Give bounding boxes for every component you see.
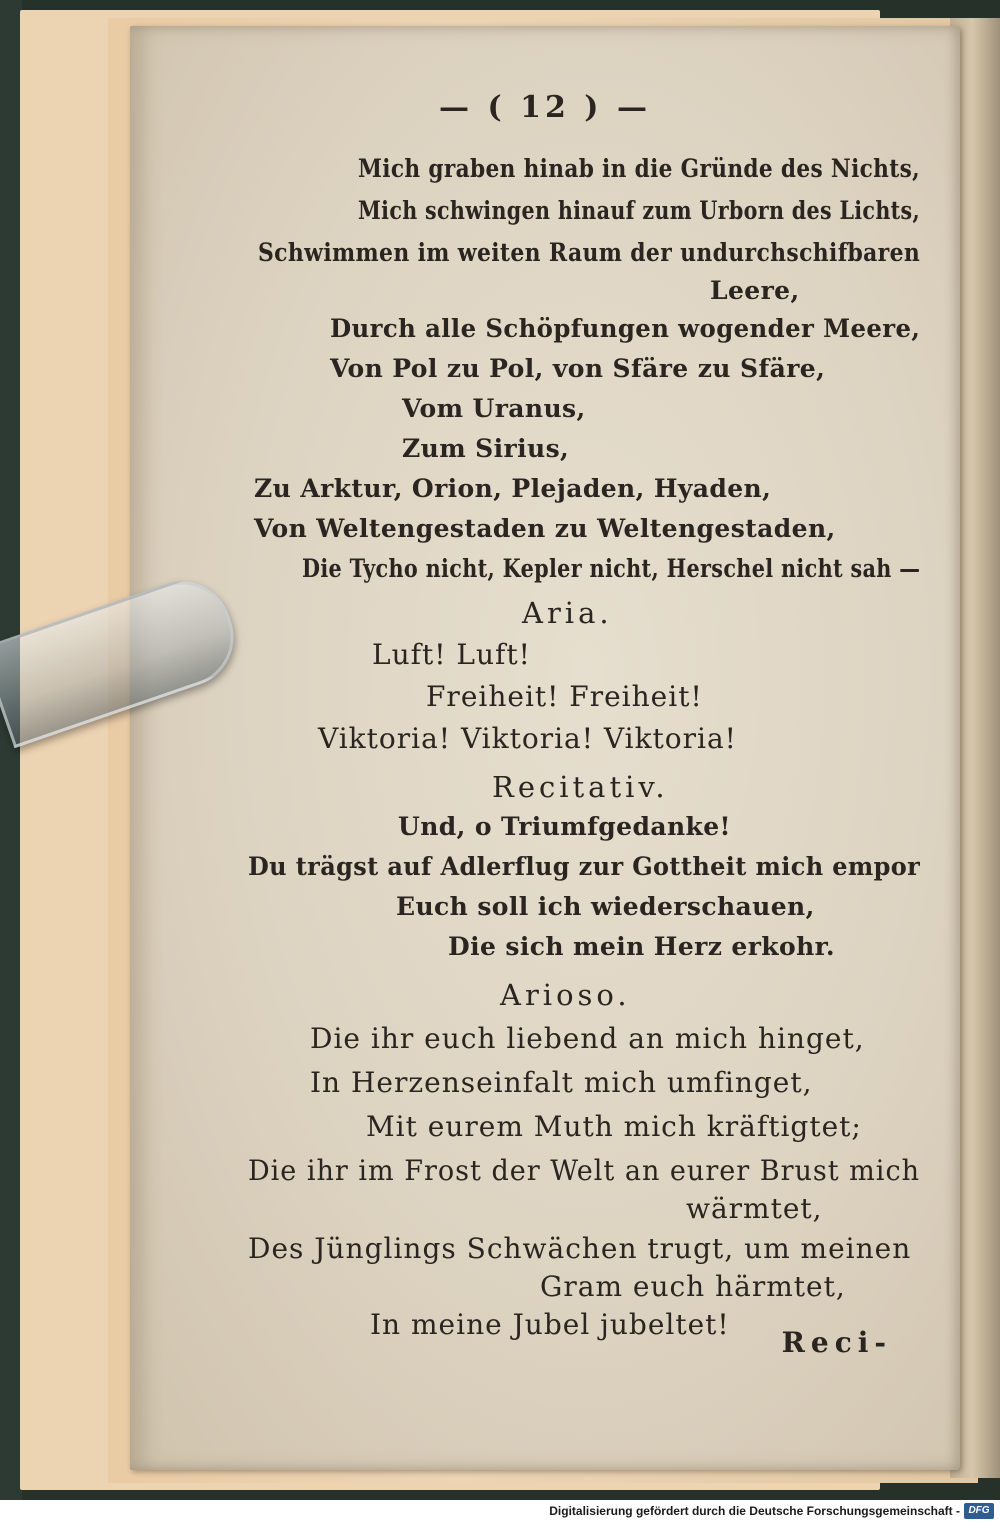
text-line: Des Jünglings Schwächen trugt, um meinen (248, 1232, 912, 1265)
text-line: Mich schwingen hinauf zum Urborn des Lichts, (358, 196, 920, 225)
text-line: Freiheit! Freiheit! (426, 680, 703, 713)
text-line: Euch soll ich wiederschauen, (396, 892, 815, 921)
text-line: In meine Jubel jubeltet! (370, 1308, 730, 1341)
dfg-logo-icon: DFG (964, 1503, 994, 1519)
text-line: wärmtet, (686, 1192, 823, 1225)
footer-bar (0, 1500, 1000, 1523)
text-line: Leere, (710, 276, 800, 305)
dark-board (0, 0, 22, 1500)
text-line: Von Pol zu Pol, von Sfäre zu Sfäre, (330, 354, 826, 383)
page-number: — ( 12 ) — (439, 90, 651, 125)
text-line: Viktoria! Viktoria! Viktoria! (318, 722, 737, 755)
text-line: Mit eurem Muth mich kräftigtet; (366, 1110, 862, 1143)
text-line: Zu Arktur, Orion, Plejaden, Hyaden, (254, 474, 772, 503)
text-line: Luft! Luft! (372, 638, 531, 671)
text-line: Die ihr euch liebend an mich hinget, (310, 1022, 865, 1055)
text-line: In Herzenseinfalt mich umfinget, (310, 1066, 813, 1099)
book-page (130, 26, 960, 1470)
text-line: Zum Sirius, (402, 434, 570, 463)
section-heading-aria: Aria. (522, 596, 613, 630)
text-line: Von Weltengestaden zu Weltengestaden, (254, 514, 836, 543)
section-heading-arioso: Arioso. (500, 978, 631, 1012)
section-heading-recitativ: Recitativ. (492, 770, 669, 804)
text-line: Vom Uranus, (402, 394, 586, 423)
footer-credit: Digitalisierung gefördert durch die Deutsche Forschungsgemeinschaft - (549, 1504, 960, 1518)
text-line: Die Tycho nicht, Kepler nicht, Herschel nicht sah — (302, 554, 921, 583)
text-line: Schwimmen im weiten Raum der undurchschifbaren (258, 238, 921, 267)
text-line: Die ihr im Frost der Welt an eurer Brust mich (248, 1154, 920, 1187)
text-line: Du trägst auf Adlerflug zur Gottheit mich empor (248, 852, 921, 881)
text-line: Mich graben hinab in die Gründe des Nichts, (358, 154, 921, 183)
text-line: Die sich mein Herz erkohr. (448, 932, 836, 961)
text-line: Durch alle Schöpfungen wogender Meere, (330, 314, 921, 343)
text-line: Und, o Triumfgedanke! (398, 812, 731, 841)
catchword: Reci- (781, 1326, 892, 1359)
text-line: Gram euch härmtet, (540, 1270, 846, 1303)
